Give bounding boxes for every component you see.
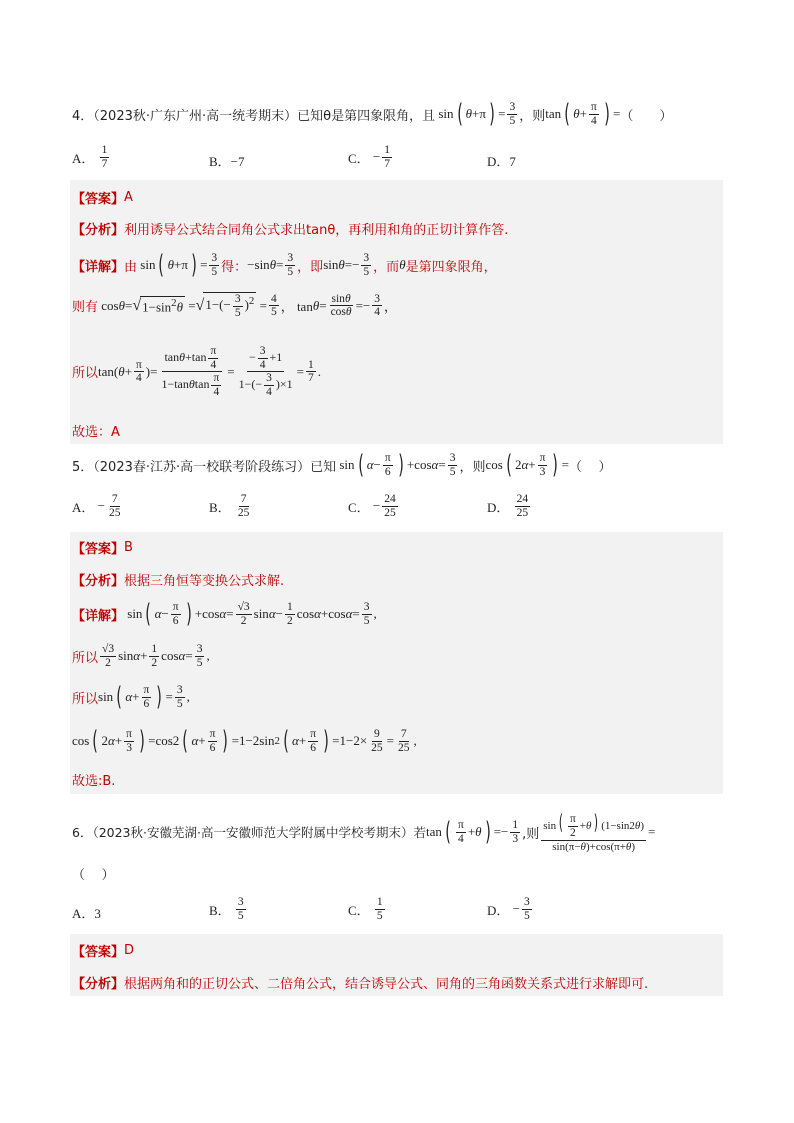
q6-analysis: 【分析】 根据两角和的正切公式、二倍角公式，结合诱导公式、同角的三角函数关系式进行求解即可. [72, 977, 649, 992]
q6-option-d: D． − 3 5 [487, 896, 530, 922]
q6-option-b: B． 3 5 [209, 896, 244, 922]
q5-option-b: B． 7 25 [209, 493, 250, 519]
q4-option-a: A． 1 7 [72, 144, 108, 170]
q4-conclusion: 故选：A [72, 425, 120, 440]
q5-option-d: D． 24 25 [487, 493, 529, 519]
q5-option-a: A． − 7 25 [72, 493, 121, 519]
q5-detail-line-3: 所以 sin ( α + π 6 ) = 3 5 , [72, 682, 190, 713]
question-6-stem: 6．（2023秋·安徽芜湖·高一安徽师范大学附属中学校考期末）若 tan ( π 4 + θ ) =− 1 3 ,则 sin ( $\frac{\pi}{2}$ +θ ) (1−sin2θ) sin(π−θ)+cos(π+θ) = [72, 810, 656, 853]
q5-option-c: C． − 24 25 [348, 493, 396, 519]
q4-detail-line-3: 所以 tan( θ + π 4 )= tanθ+tan $\frac{\pi}{4}$ 1−tanθtan $\frac{\pi}{4}$ = − $\frac{3}{4}$ +1 1−(− $\frac{3}{4}$ )×1 = 1 7 . [72, 345, 322, 398]
q4-detail-line-2: 则有 cos θ = √ $1-\sin^2\theta$ = √ 1−(− $\frac{3}{5}$ )$^2$ = 4 5 ， tan θ = sinθ cosθ =− 3 4 ， [72, 292, 397, 319]
q6-option-c: C． 1 5 [348, 896, 383, 922]
q4-option-c: C． − 1 7 [348, 144, 391, 170]
q5-detail-line-1: 【详解】 sin ( α − π 6 ) +cos α = √3 2 sin α − 1 2 cos α +cos α = 3 5 , [72, 599, 377, 630]
q6-option-a: A．3 [72, 906, 101, 921]
q4-answer: 【答案】 A [72, 190, 133, 207]
q6-answer: 【答案】 D [72, 943, 135, 960]
q5-detail-line-2: 所以 √3 2 sin α + 1 2 cos α = 3 5 , [72, 643, 210, 669]
question-5-stem: 5．（2023春·江苏·高一校联考阶段练习）已知 sin ( α − π 6 ) +cos α = 3 5 ，则 cos ( 2 α + π 3 ) = （ ） [72, 450, 612, 481]
q5-answer: 【答案】 B [72, 540, 133, 557]
q5-conclusion: 故选:B. [72, 774, 116, 789]
q4-analysis: 【分析】 利用诱导公式结合同角公式求出tanθ，再利用和角的正切计算作答. [72, 223, 509, 238]
q5-detail-line-4: cos ( 2 α + π 3 ) =cos2 ( α + π 6 ) =1−2sin 2 ( α + π 6 ) =1−2× 9 25 = 7 25 , [72, 726, 417, 757]
q4-option-b: B．−7 [209, 154, 245, 169]
q4-detail-line-1: 【详解】 由 sin ( θ +π ) = 3 5 得： −sin θ = 3 5 ，即 sin θ =− 3 5 ，而 θ 是第四象限角， [72, 250, 497, 281]
q5-analysis: 【分析】 根据三角恒等变换公式求解. [72, 574, 285, 589]
q6-paren: （ ） [72, 868, 115, 883]
q4-option-d: D．7 [487, 154, 516, 169]
question-4-stem: 4．（2023秋·广东广州·高一统考期末）已知θ是第四象限角，且 sin ( θ +π ) = 3 5 ，则 tan ( θ + π 4 ) = （ ） [72, 99, 673, 130]
